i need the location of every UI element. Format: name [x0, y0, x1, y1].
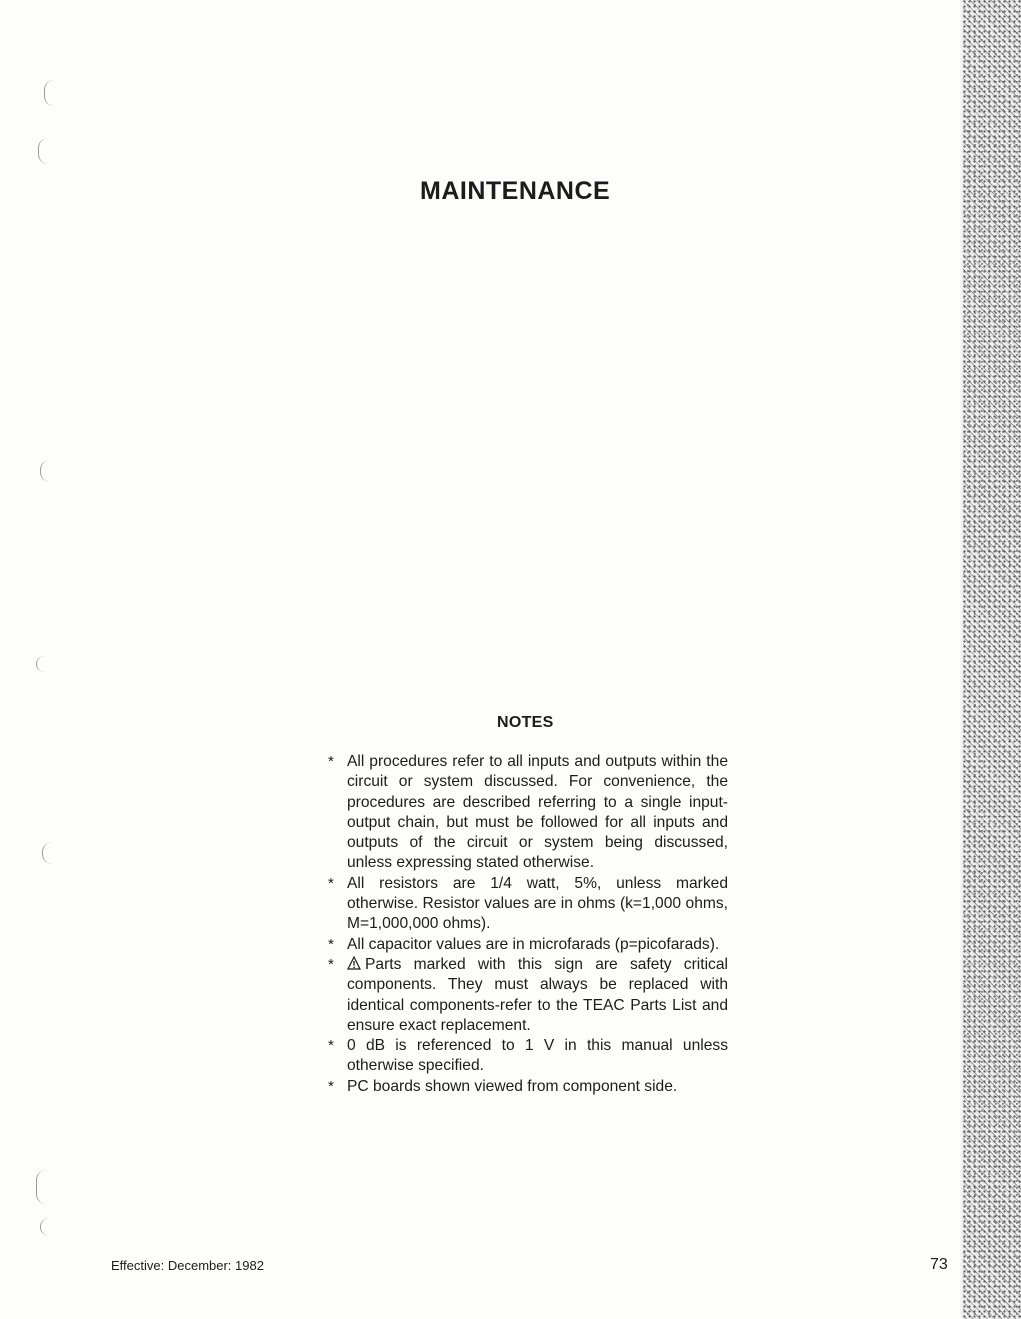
binding-hole-mark: [38, 138, 51, 164]
binding-hole-mark: [40, 460, 53, 482]
binding-hole-mark: [40, 1218, 53, 1236]
bullet-asterisk: *: [328, 955, 334, 973]
scanned-edge-pattern: [963, 0, 1021, 1319]
bullet-asterisk: *: [328, 935, 334, 953]
note-text: All capacitor values are in microfarads (p=picofarads).: [347, 935, 720, 953]
effective-date: Effective: December: 1982: [111, 1258, 264, 1273]
note-item: [328, 1077, 728, 1097]
bullet-asterisk: *: [328, 1037, 334, 1055]
note-text: PC boards shown viewed from component side.: [347, 1077, 678, 1095]
binding-hole-mark: [42, 842, 55, 864]
notes-list: [328, 752, 728, 1097]
bullet-asterisk: *: [328, 753, 334, 770]
note-text: 0 dB is referenced to 1 V in this manual unless otherwise specified.: [347, 1037, 728, 1075]
notes-heading: NOTES: [497, 714, 554, 731]
binding-hole-mark: [36, 656, 49, 672]
binding-hole-mark: [36, 1170, 49, 1204]
bullet-asterisk: *: [328, 874, 334, 892]
note-item: [328, 874, 728, 935]
bullet-asterisk: *: [328, 1077, 334, 1095]
note-text: All resistors are 1/4 watt, 5%, unless marked otherwise. Resistor values are in ohms (k=1,000 ohms, M=1,000,000 ohms).: [347, 874, 728, 933]
page-number: 73: [930, 1256, 948, 1273]
binding-hole-mark: [44, 80, 57, 106]
note-item: [328, 752, 728, 874]
page-title: MAINTENANCE: [420, 177, 611, 205]
note-text: Parts marked with this sign are safety critical components. They must always be replaced with identical components-refer to the TEAC Parts List and ensure exact replacement.: [347, 955, 728, 1034]
note-item: [328, 955, 728, 1036]
warning-triangle-icon: [347, 956, 361, 970]
note-item: [328, 1036, 728, 1077]
note-item: [328, 935, 728, 955]
note-text: All procedures refer to all inputs and outputs within the circuit or system discussed. For convenience, the procedures are described referring to a single input-output chain, but must be followed for all inputs and outputs of the circuit or system being discussed, unless expressing stated otherwise.: [347, 753, 728, 872]
